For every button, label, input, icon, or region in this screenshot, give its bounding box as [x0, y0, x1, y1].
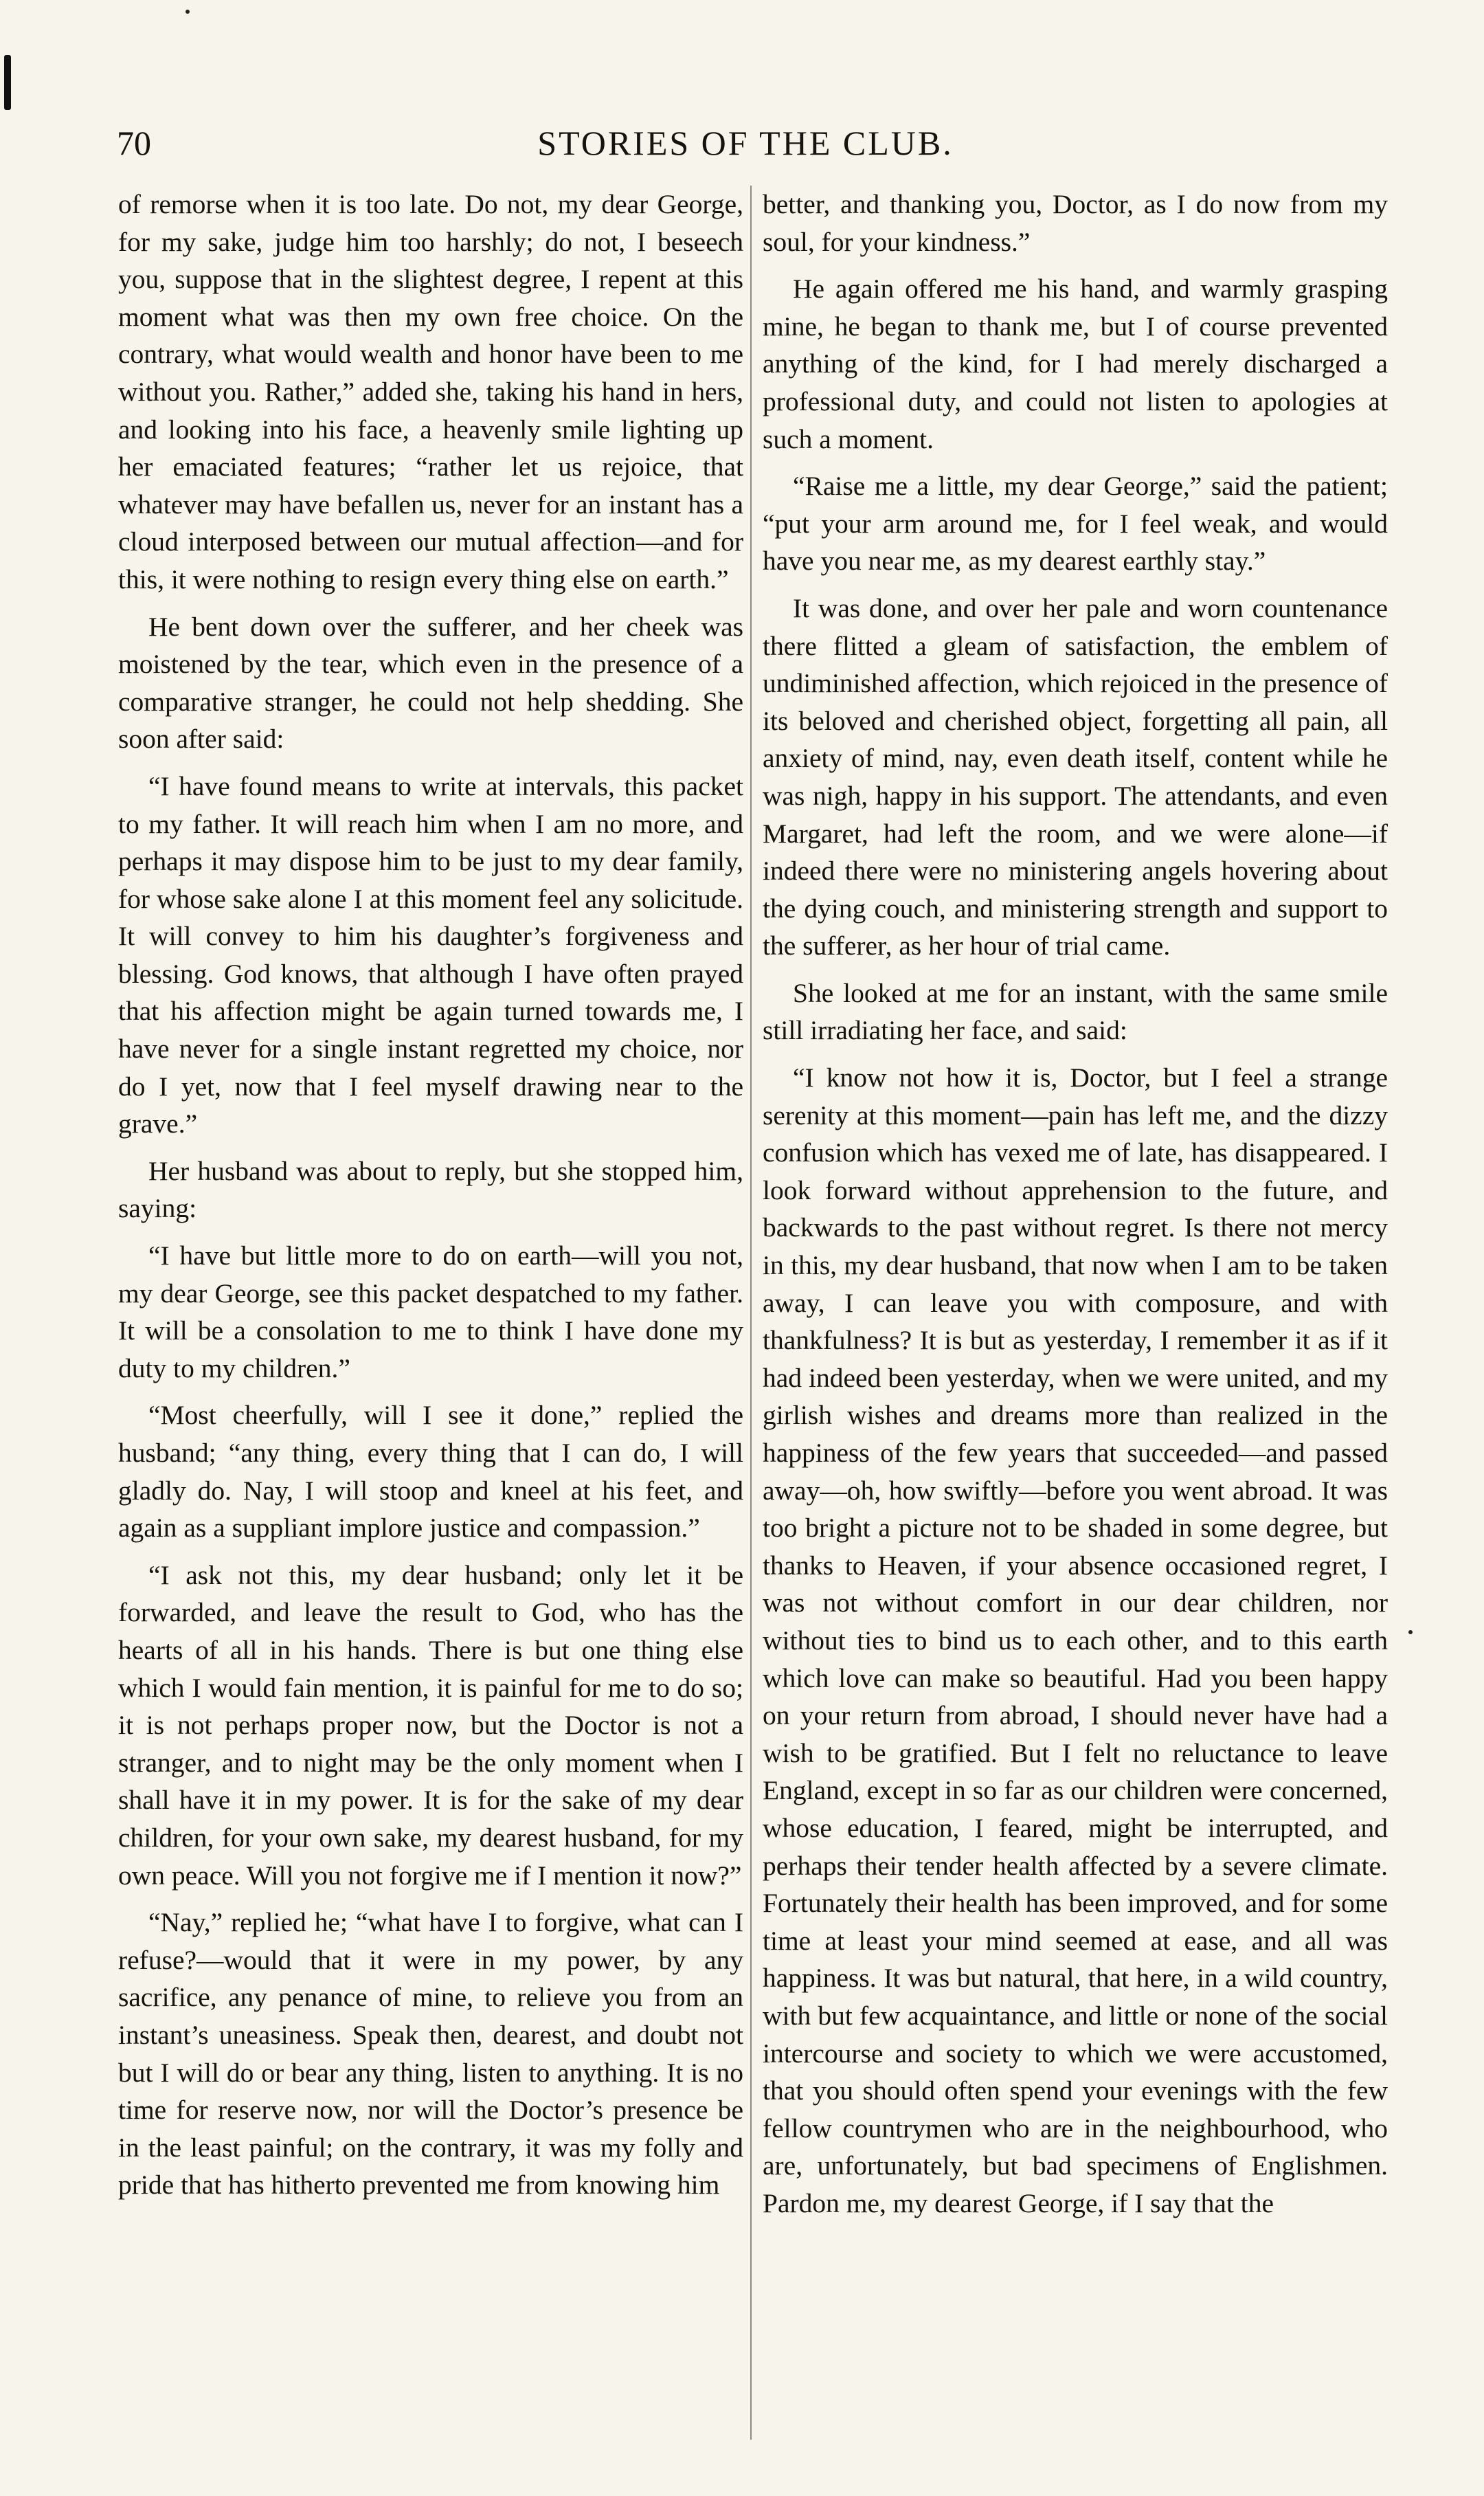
running-title: STORIES OF THE CLUB. — [537, 124, 954, 162]
paragraph: She looked at me for an instant, with the same smile still irradiating her face, and said: — [763, 977, 1388, 1046]
paragraph: better, and thanking you, Doctor, as I do now from my soul, for your kindness.” — [763, 189, 1388, 257]
paragraph: Her husband was about to reply, but she stopped him, saying: — [118, 1155, 743, 1224]
paragraph: “I ask not this, my dear husband; only let it be forwarded, and leave the result to God, who has the hearts of all in his hands. There is but one thing else which I would fain mention, it is painful for me to do so; it is not perhaps proper now, but the Doctor is not a stranger, and to night may be the only moment when I shall have it in my power. It is for the sake of my dear children, for your own sake, my dearest husband, for my own peace. Will you not forgive me if I mention it now?” — [118, 1559, 743, 1891]
paragraph: “I have found means to write at intervals, this packet to my father. It will reach him when I am no more, and perhaps it may dispose him to be just to my dear family, for whose sake alone I at this moment feel any solicitude. It will convey to him his daughter’s forgiveness and blessing. God knows, that although I have often prayed that his affection might be again turned towards me, I have never for a single instant regretted my choice, nor do I yet, now that I feel myself drawing near to the grave.” — [118, 770, 743, 1139]
scan-speck — [186, 10, 190, 14]
column-divider — [750, 186, 752, 2440]
paragraph: It was done, and over her pale and worn countenance there flitted a gleam of satisfaction, the emblem of undiminished affection, which rejoiced in the presence of its beloved and cherished object, forgetting all pain, all anxiety of mind, nay, even death itself, content while he was nigh, happy in his support. The attendants, and even Margaret, had left the room, and we were alone—if indeed there were no ministering angels hovering about the dying couch, and ministering strength and support to the sufferer, as her hour of trial came. — [763, 592, 1388, 961]
paragraph: “I have but little more to do on earth—will you not, my dear George, see this packet despatched to my father. It will be a consolation to me to think I have done my duty to my children.” — [118, 1240, 743, 1383]
page-number: 70 — [117, 124, 151, 162]
paragraph: “I know not how it is, Doctor, but I feel a strange serenity at this moment—pain has left me, and the dizzy confusion which has vexed me of late, has disappeared. I look forward without apprehension to the future, and backwards to the past without regret. Is there not mercy in this, my dear husband, that now when I am to be taken away, I can leave you with composure, and with thankfulness? It is but as yesterday, I remember it as if it had indeed been yesterday, when we were united, and my girlish wishes and dreams more than realized in the happiness of the few years that succeeded—and passed away—oh, how swiftly—before you went abroad. It was too bright a picture not to be shaded in some degree, but thanks to Heaven, if your absence occasioned regret, I was not without comfort in our dear children, nor without ties to bind us to each other, and to this earth which love can make so beautiful. Had you been happy on your return from abroad, I should never have had a wish to be gratified. But I felt no reluctance to leave England, except in so far as our children were concerned, whose education, I feared, might be interrupted, and perhaps their tender health affected by a severe climate. Fortunately their health has been improved, and for some time at least your mind seemed at ease, and all was happiness. It was but natural, that here, in a wild country, with but few acquaintance, and little or none of the social intercourse and society to which we were accustomed, that you should often spend your evenings with the few fellow countrymen who are in the neighbourhood, who are, unfortunately, but bad specimens of Englishmen. Pardon me, my dearest George, if I say that the — [763, 1062, 1388, 2218]
scan-speck — [1408, 1630, 1413, 1634]
paragraph: of remorse when it is too late. Do not, my dear George, for my sake, judge him too harshly; do not, I beseech you, suppose that in the slightest degree, I repent at this moment what was then my own free choice. On the contrary, what would wealth and honor have been to me without you. Rather,” added she, taking his hand in hers, and looking into his face, a heavenly smile lighting up her emaciated features; “rather let us rejoice, that whatever may have befallen us, never for an instant has a cloud interposed between our mutual affection—and for this, it were nothing to resign every thing else on earth.” — [118, 189, 743, 594]
paragraph: “Nay,” replied he; “what have I to forgive, what can I refuse?—would that it were in my power, by any sacrifice, any penance of mine, to relieve you from an instant’s uneasiness. Speak then, dearest, and doubt not but I will do or bear any thing, listen to anything. It is no time for reserve now, nor will the Doctor’s presence be in the least painful; on the contrary, it was my folly and pride that has hitherto prevented me from knowing him — [118, 1907, 743, 2200]
paragraph: “Most cheerfully, will I see it done,” replied the husband; “any thing, every thing that I can do, I will gladly do. Nay, I will stoop and kneel at his feet, and again as a suppliant implore justice and compassion.” — [118, 1400, 743, 1544]
scan-edge-mark — [4, 55, 11, 110]
running-head — [103, 115, 1388, 170]
right-column — [763, 186, 1388, 2453]
paragraph: He again offered me his hand, and warmly grasping mine, he began to thank me, but I of course prevented anything of the kind, for I had merely discharged a professional duty, and could not listen to apologies at such a moment. — [763, 274, 1388, 454]
paragraph: He bent down over the sufferer, and her cheek was moistened by the tear, which even in the presence of a comparative stranger, he could not help shedding. She soon after said: — [118, 611, 743, 755]
left-column — [118, 186, 743, 2453]
paragraph: “Raise me a little, my dear George,” said the patient; “put your arm around me, for I feel weak, and would have you near me, as my dearest earthly stay.” — [763, 471, 1388, 577]
